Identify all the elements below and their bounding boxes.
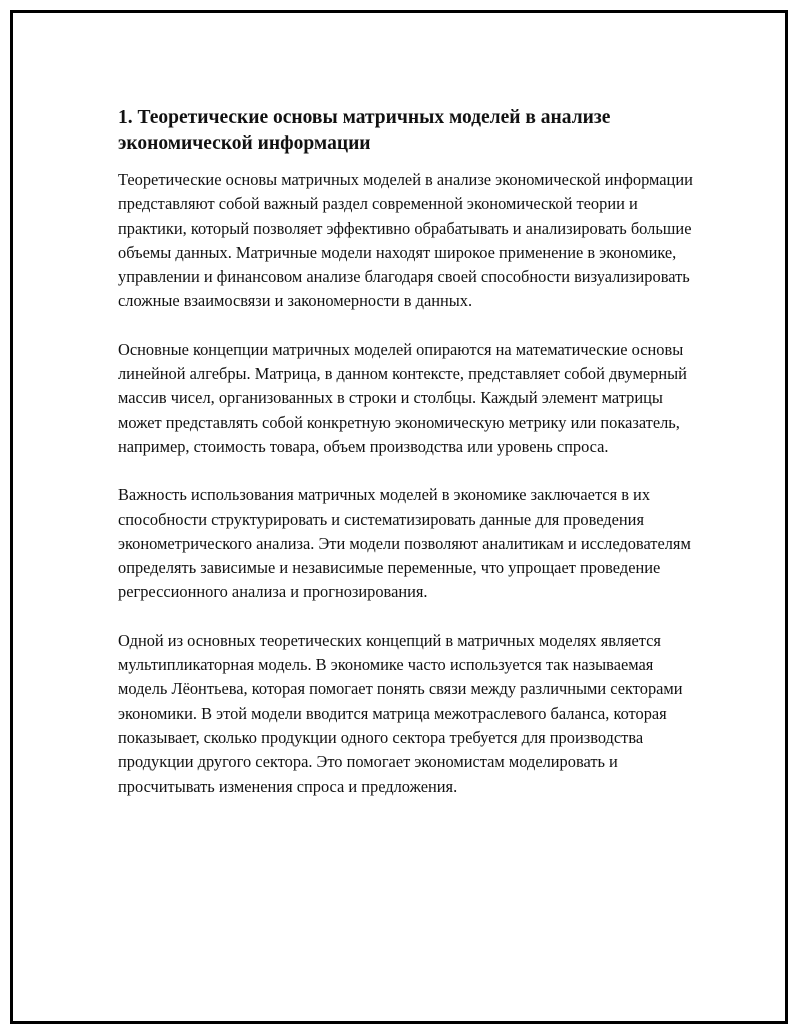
paragraph-3: Важность использования матричных моделей в экономике заключается в их способности структурировать и систематизировать данные для проведения эконометрического анализа. Эти модели позволяют аналитикам и исследователям определять зависимые и независимые переменные, что упрощает проведение регрессионного анализа и прогнозирования. [118, 485, 691, 602]
document-content [118, 105, 698, 823]
paragraph-2: Основные концепции матричных моделей опираются на математические основы линейной алгебры. Матрица, в данном контексте, представляет собой двумерный массив чисел, организованных в строки и столбцы. Каждый элемент матрицы может представлять собой конкретную экономическую метрику или показатель, например, стоимость товара, объем производства или уровень спроса. [118, 339, 687, 456]
section-heading: 1. Теоретические основы матричных моделей в анализе экономической информации [118, 107, 611, 154]
paragraph-1: Теоретические основы матричных моделей в анализе экономической информации представляют собой важный раздел современной экономической теории и практики, который позволяет эффективно обрабатывать и анализировать большие объемы данных. Матричные модели находят широкое применение в экономике, управлении и финансовом анализе благодаря своей способности визуализировать сложные взаимосвязи и закономерности в данных. [118, 170, 693, 311]
page-frame [10, 10, 788, 1024]
paragraph-4: Одной из основных теоретических концепций в матричных моделях является мультипликаторная модель. В экономике часто используется так называемая модель Лёонтьева, которая помогает понять связи между различными секторами экономики. В этой модели вводится матрица межотраслевого баланса, которая показывает, сколько продукции одного сектора требуется для производства продукции другого сектора. Это помогает экономистам моделировать и просчитывать изменения спроса и предложения. [118, 630, 683, 796]
